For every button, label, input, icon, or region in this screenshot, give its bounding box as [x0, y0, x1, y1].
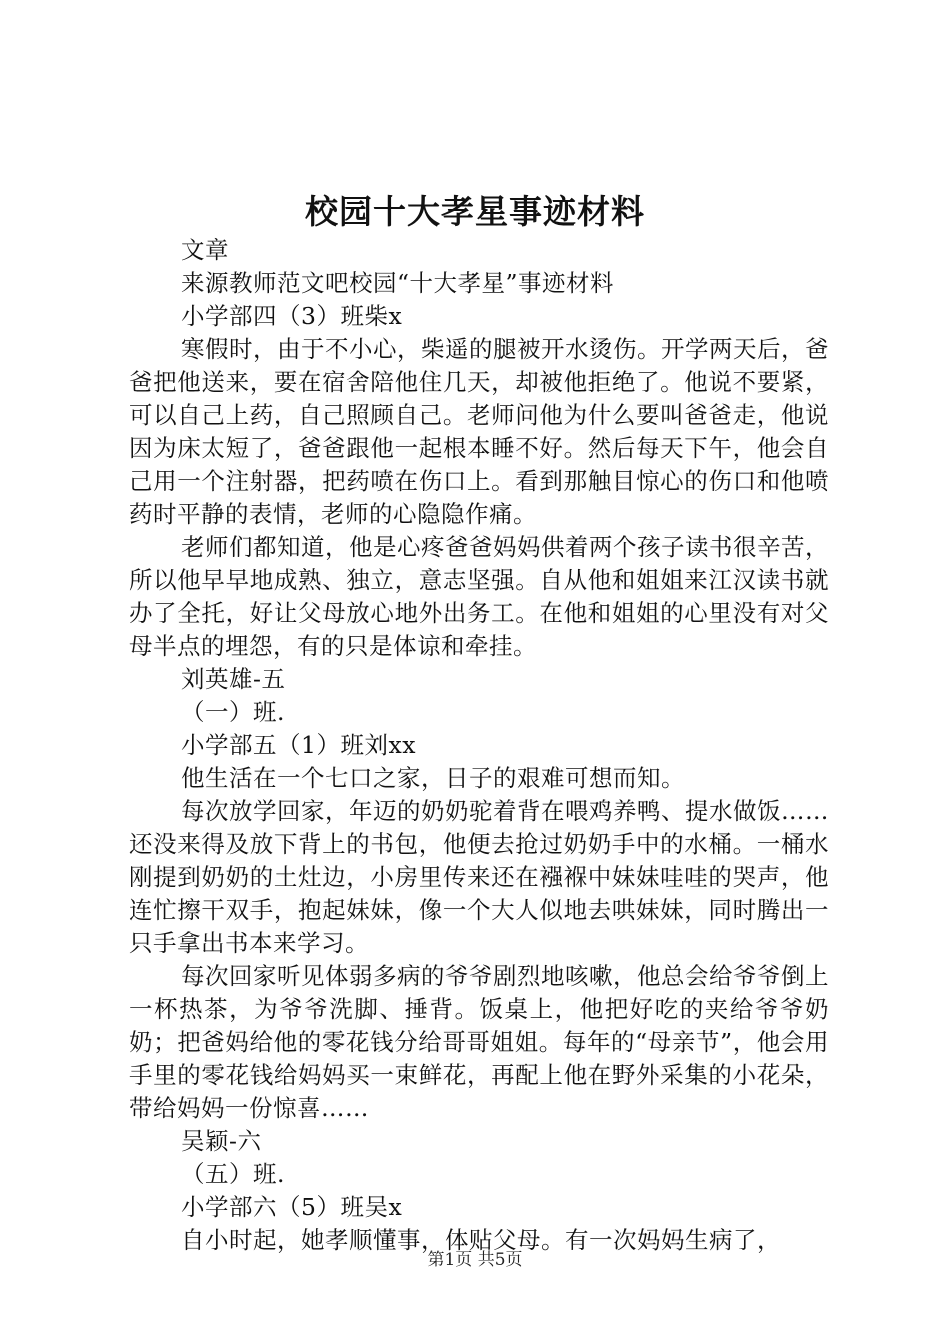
text-line: 来源教师范文吧校园“十大孝星”事迹材料	[181, 269, 615, 297]
text-line: 吴颖-六	[181, 1127, 262, 1155]
text-line: （五）班.	[181, 1160, 285, 1188]
text-line: 小学部五（1）班刘xx	[181, 731, 416, 759]
text-line: 文章	[181, 236, 229, 264]
text-line: 自小时起，她孝顺懂事，体贴父母。有一次妈妈生病了，	[181, 1226, 781, 1254]
text-line: 小学部四（3）班柴x	[181, 302, 403, 330]
paragraph: 老师们都知道，他是心疼爸爸妈妈供着两个孩子读书很辛苦，所以他早早地成熟、独立，意志坚强。自从他和姐姐来江汉读书就办了全托，好让父母放心地外出务工。在他和姐姐的心里没有对父母半点的埋怨，有的只是体谅和牵挂。	[129, 533, 829, 660]
text-line: 刘英雄-五	[181, 665, 286, 693]
document-title: 校园十大孝星事迹材料	[305, 192, 645, 231]
page-number: 第1页 共5页	[427, 1250, 523, 1270]
paragraph: 寒假时，由于不小心，柴遥的腿被开水烫伤。开学两天后，爸爸把他送来，要在宿舍陪他住几天，却被他拒绝了。他说不要紧，可以自己上药，自己照顾自己。老师问他为什么要叫爸爸走，他说因为床太短了，爸爸跟他一起根本睡不好。然后每天下午，他会自己用一个注射器，把药喷在伤口上。看到那触目惊心的伤口和他喷药时平静的表情，老师的心隐隐作痛。	[129, 335, 829, 528]
paragraph: 每次放学回家，年迈的奶奶驼着背在喂鸡养鸭、提水做饭……还没来得及放下背上的书包，他便去抢过奶奶手中的水桶。一桶水刚提到奶奶的土灶边，小房里传来还在襁褓中妹妹哇哇的哭声，他连忙擦干双手，抱起妹妹，像一个大人似地去哄妹妹，同时腾出一只手拿出书本来学习。	[129, 797, 829, 957]
text-line: 他生活在一个七口之家，日子的艰难可想而知。	[181, 764, 685, 792]
text-line: 小学部六（5）班吴x	[181, 1193, 403, 1221]
paragraph: 每次回家听见体弱多病的爷爷剧烈地咳嗽，他总会给爷爷倒上一杯热茶，为爷爷洗脚、捶背。饭桌上，他把好吃的夹给爷爷奶奶；把爸妈给他的零花钱分给哥哥姐姐。每年的“母亲节”，他会用手里的零花钱给妈妈买一束鲜花，再配上他在野外采集的小花朵，带给妈妈一份惊喜……	[129, 962, 829, 1122]
text-line: （一）班.	[181, 698, 285, 726]
document-body	[129, 234, 829, 1257]
